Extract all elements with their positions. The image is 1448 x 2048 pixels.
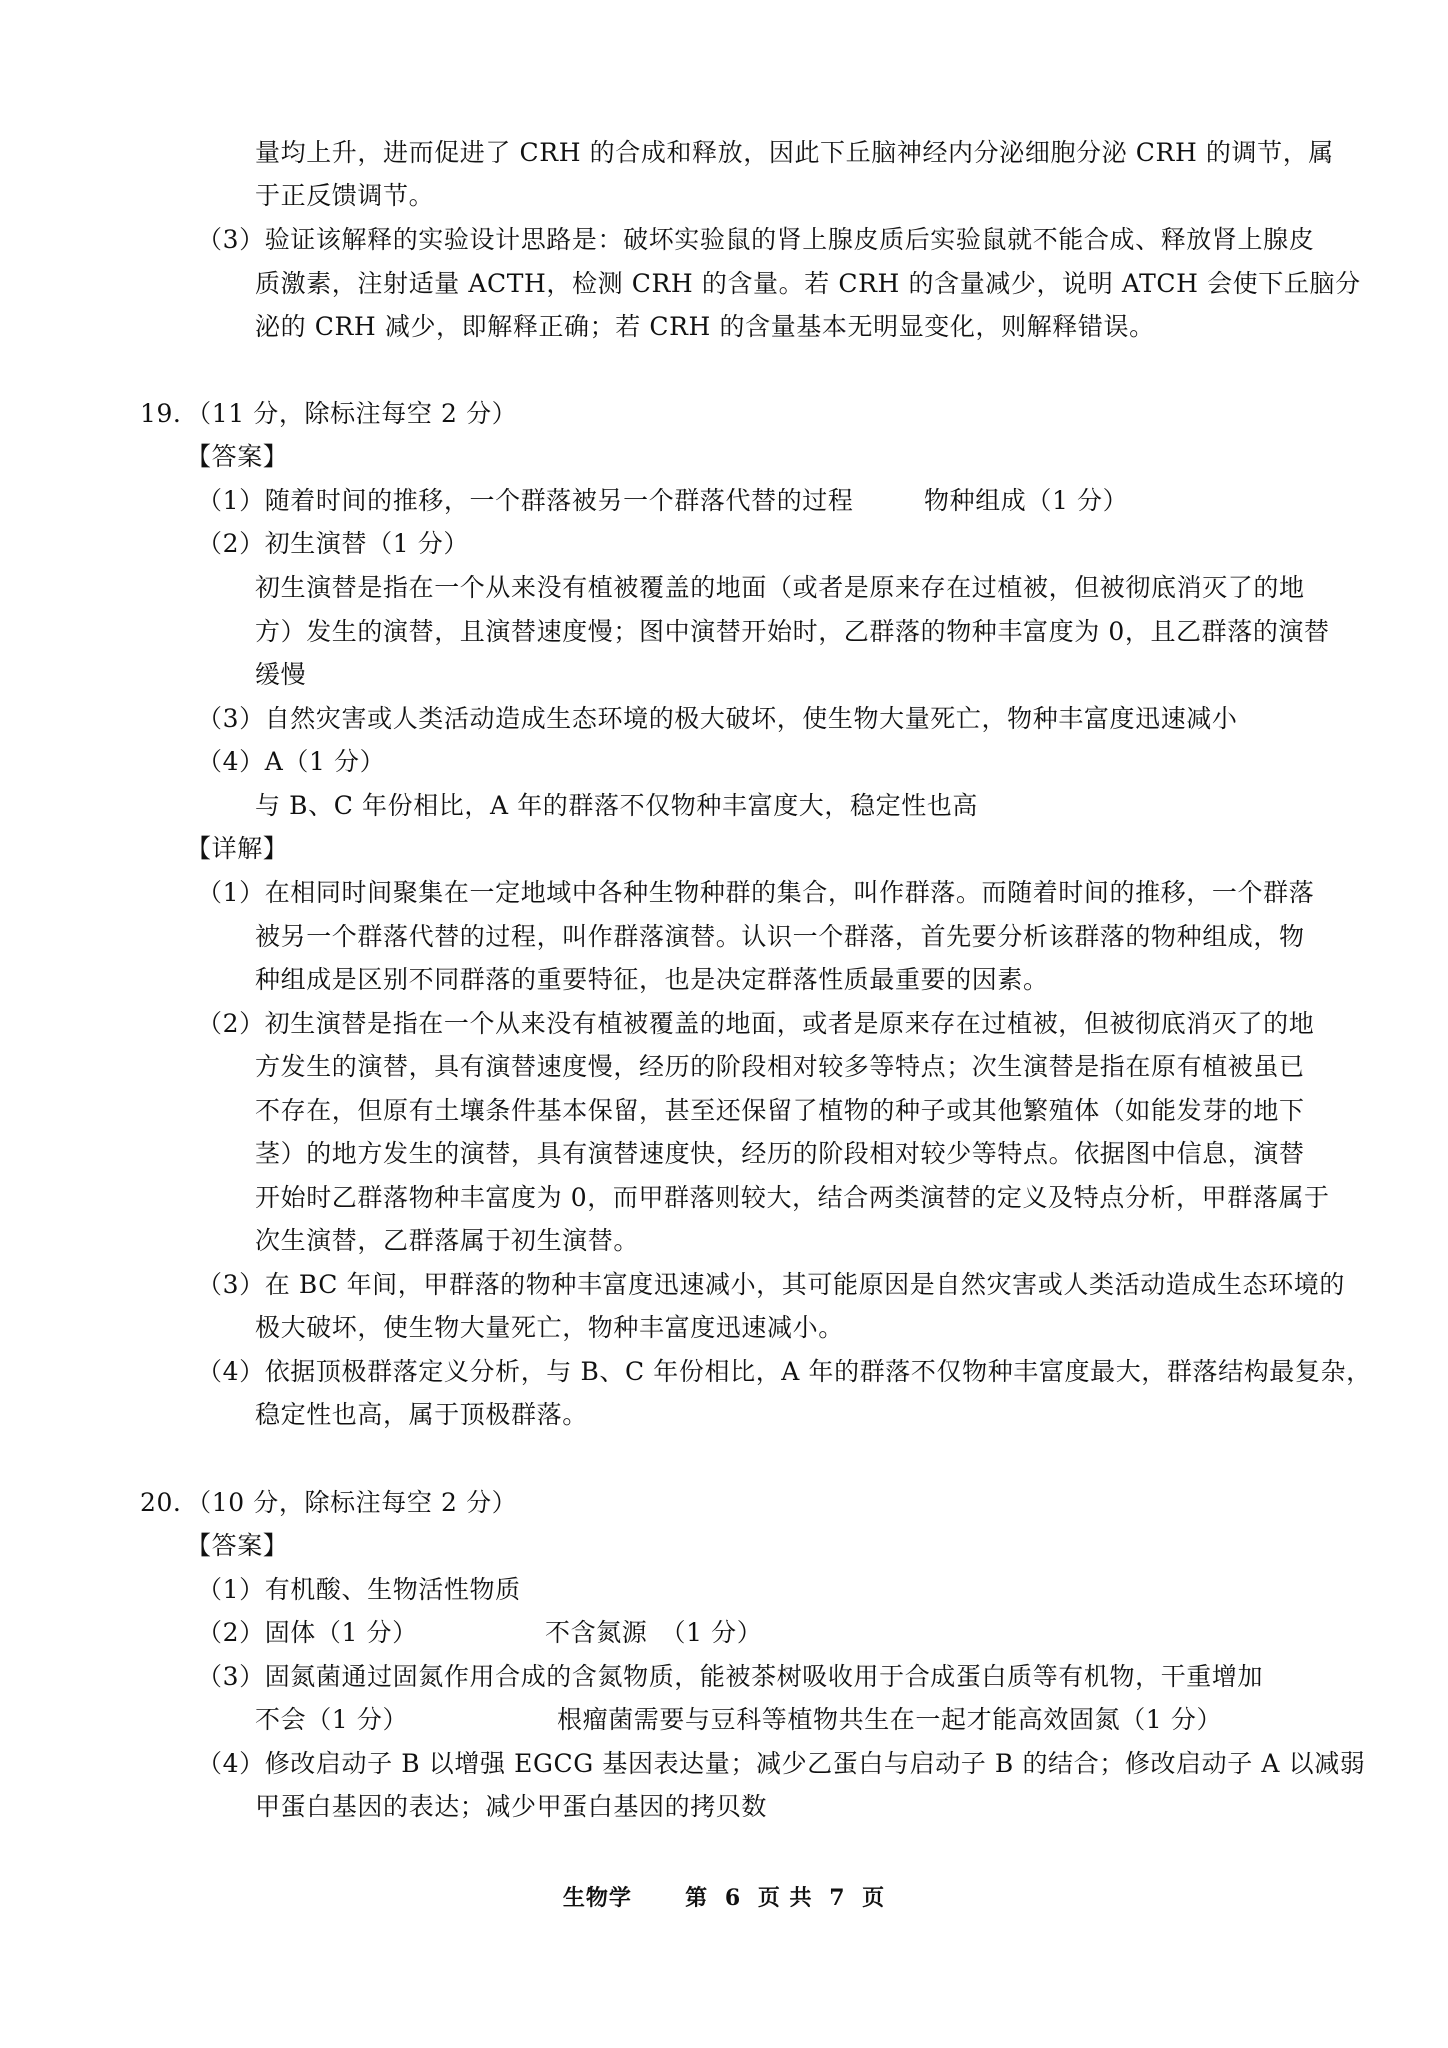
footer-page-total: 7 [829,1885,846,1911]
q19-detail-2-line-1: （2）初生演替是指在一个从来没有植被覆盖的地面，或者是原来存在过植被，但被彻底消灭了的地 [197,1009,1315,1038]
q20-answer-4-line-1: （4）修改启动子 B 以增强 EGCG 基因表达量；减少乙蛋白与启动子 B 的结合；修改启动子 A 以减弱 [197,1749,1366,1778]
q19-detail-4-line-2: 稳定性也高，属于顶极群落。 [255,1400,588,1429]
intro-line-1: 量均上升，进而促进了 CRH 的合成和释放，因此下丘脑神经内分泌细胞分泌 CRH 的调节，属 [255,138,1334,167]
q19-detail-2-line-5: 开始时乙群落物种丰富度为 0，而甲群落则较大，结合两类演替的定义及特点分析，甲群落属于 [255,1183,1330,1212]
q19-header: 19．（11 分，除标注每空 2 分） [140,399,518,428]
q19-detail-1-line-3: 种组成是区别不同群落的重要特征，也是决定群落性质最重要的因素。 [255,965,1049,994]
q19-detail-3-line-1: （3）在 BC 年间，甲群落的物种丰富度迅速减小，其可能原因是自然灾害或人类活动造成生态环境的 [197,1270,1345,1299]
q19-detail-2-line-3: 不存在，但原有土壤条件基本保留，甚至还保留了植物的种子或其他繁殖体（如能发芽的地下 [255,1096,1305,1125]
q19-answer-2-line-2: 方）发生的演替，且演替速度慢；图中演替开始时，乙群落的物种丰富度为 0，且乙群落的演替 [255,617,1330,646]
q20-answer-4-line-2: 甲蛋白基因的表达；减少甲蛋白基因的拷贝数 [255,1792,768,1821]
q19-detail-1-line-2: 被另一个群落代替的过程，叫作群落演替。认识一个群落，首先要分析该群落的物种组成，物 [255,922,1305,951]
q19-answer-3: （3）自然灾害或人类活动造成生态环境的极大破坏，使生物大量死亡，物种丰富度迅速减小 [197,704,1238,733]
q19-detail-1-line-1: （1）在相同时间聚集在一定地域中各种生物种群的集合，叫作群落。而随着时间的推移，一个群落 [197,878,1315,907]
q18-part3-line-2: 质激素，注射适量 ACTH，检测 CRH 的含量。若 CRH 的含量减少，说明 ATCH 会使下丘脑分 [255,269,1361,298]
q19-detail-3-line-2: 极大破坏，使生物大量死亡，物种丰富度迅速减小。 [255,1313,844,1342]
q20-answer-label: 【答案】 [186,1531,289,1560]
q20-answer-2-extra: 不含氮源 （1 分） [545,1618,763,1647]
q19-answer-label: 【答案】 [186,442,289,471]
q19-detail-label: 【详解】 [186,834,289,863]
footer-page-mid: 页 共 [757,1885,813,1911]
q20-answer-3-line-2b: 根瘤菌需要与豆科等植物共生在一起才能高效固氮（1 分） [557,1705,1223,1734]
q19-answer-4-line-1: 与 B、C 年份相比，A 年的群落不仅物种丰富度大，稳定性也高 [255,791,978,820]
q19-answer-1-extra: 物种组成（1 分） [924,486,1129,515]
q20-answer-3-line-2a: 不会（1 分） [255,1705,409,1734]
q20-header: 20．（10 分，除标注每空 2 分） [140,1488,518,1517]
q19-detail-4-line-1: （4）依据顶极群落定义分析，与 B、C 年份相比，A 年的群落不仅物种丰富度最大，群落结构最复杂， [197,1357,1372,1386]
q19-detail-2-line-4: 茎）的地方发生的演替，具有演替速度快，经历的阶段相对较少等特点。依据图中信息，演替 [255,1139,1305,1168]
page-footer [0,1883,1448,1913]
footer-subject: 生物学 [562,1885,632,1911]
footer-page-suffix: 页 [862,1885,886,1911]
intro-line-2: 于正反馈调节。 [255,181,435,210]
q18-part3-line-1: （3）验证该解释的实验设计思路是：破坏实验鼠的肾上腺皮质后实验鼠就不能合成、释放肾上腺皮 [197,225,1315,254]
q19-answer-2-line-1: 初生演替是指在一个从来没有植被覆盖的地面（或者是原来存在过植被，但被彻底消灭了的地 [255,573,1305,602]
footer-page-number: 6 [724,1885,742,1911]
q19-answer-4-head: （4）A（1 分） [197,747,386,776]
q19-answer-2-head: （2）初生演替（1 分） [197,529,469,558]
q20-answer-2: （2）固体（1 分） [197,1618,418,1647]
q19-answer-2-line-3: 缓慢 [255,660,307,689]
q18-part3-line-3: 泌的 CRH 减少，即解释正确；若 CRH 的含量基本无明显变化，则解释错误。 [255,312,1155,341]
q19-detail-2-line-6: 次生演替，乙群落属于初生演替。 [255,1226,640,1255]
footer-page-prefix: 第 [685,1885,709,1911]
q20-answer-1: （1）有机酸、生物活性物质 [197,1575,521,1604]
q19-answer-1: （1）随着时间的推移，一个群落被另一个群落代替的过程 [197,486,854,515]
q19-detail-2-line-2: 方发生的演替，具有演替速度慢，经历的阶段相对较多等特点；次生演替是指在原有植被虽已 [255,1052,1305,1081]
q20-answer-3-line-1: （3）固氮菌通过固氮作用合成的含氮物质，能被茶树吸收用于合成蛋白质等有机物，干重增加 [197,1662,1264,1691]
